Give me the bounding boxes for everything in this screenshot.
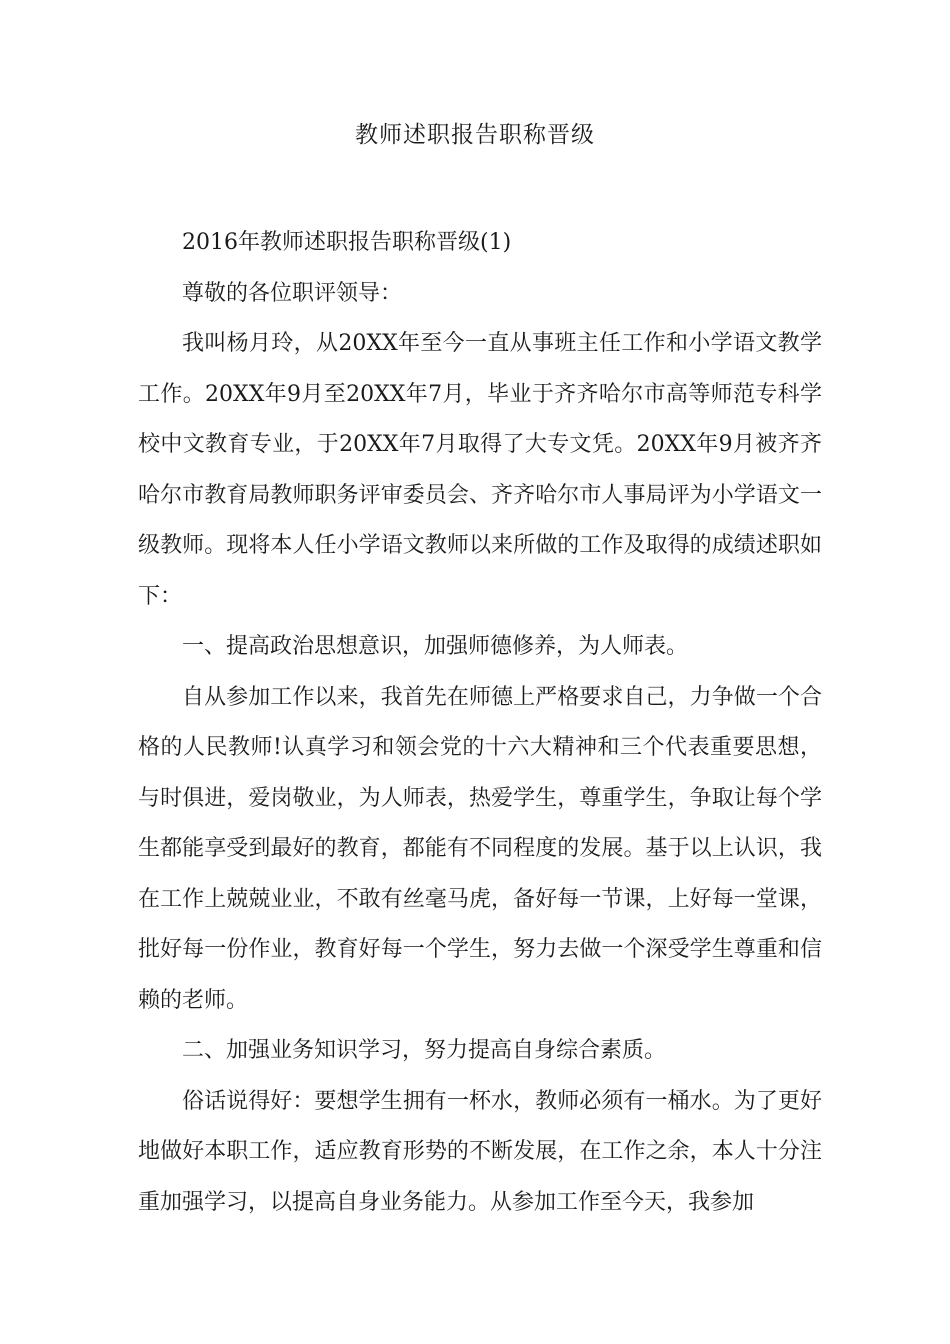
salutation-paragraph: 尊敬的各位职评领导： <box>182 280 403 306</box>
section-1-paragraph: 自从参加工作以来，我首先在师德上严格要求自己，力争做一个合格的人民教师!认真学习和领会党的十六大精神和三个代表重要思想，与时俱进，爱岗敬业，为人师表，热爱学生，尊重学生，争取让每个学生都能享受到最好的教育，都能有不同程度的发展。基于以上认识，我在工作上兢兢业业，不敢有丝毫马虎，备好每一节课，上好每一堂课，批好每一份作业，教育好每一个学生，努力去做一个深受学生尊重和信赖的老师。 <box>138 684 822 1013</box>
section-heading-2: 二、加强业务知识学习，努力提高自身综合素质。 <box>182 1038 667 1063</box>
document-title: 教师述职报告职称晋级 <box>355 122 595 148</box>
document-body <box>138 218 822 1228</box>
intro-paragraph: 我叫杨月玲，从20XX年至今一直从事班主任工作和小学语文教学工作。20XX年9月至20XX年7月，毕业于齐齐哈尔市高等师范专科学校中文教育专业，于20XX年7月取得了大专文凭。20XX年9月被齐齐哈尔市教育局教师职务评审委员会、齐齐哈尔市人事局评为小学语文一级教师。现将本人任小学语文教师以来所做的工作及取得的成绩述职如下： <box>138 331 822 609</box>
subtitle-paragraph: 2016年教师述职报告职称晋级(1) <box>182 230 512 255</box>
section-2-paragraph: 俗话说得好：要想学生拥有一杯水，教师必须有一桶水。为了更好地做好本职工作，适应教育形势的不断发展，在工作之余，本人十分注重加强学习，以提高自身业务能力。从参加工作至今天，我参加 <box>138 1088 822 1215</box>
section-heading-1: 一、提高政治思想意识，加强师德修养，为人师表。 <box>182 634 689 659</box>
